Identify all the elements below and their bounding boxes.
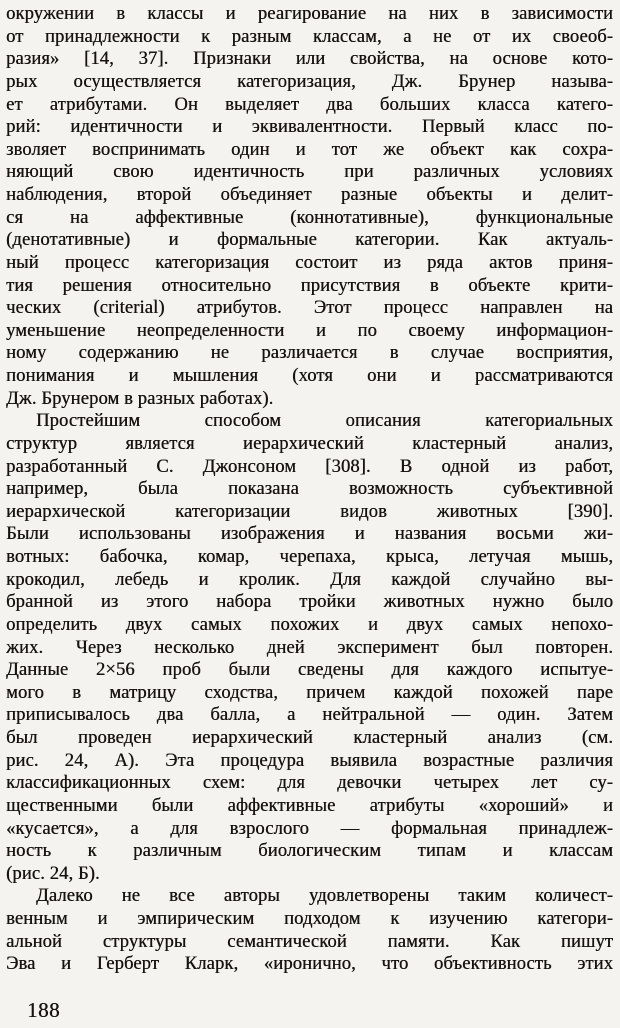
text-line: разия» [14, 37]. Признаки или свойства, на основе кото-	[6, 48, 613, 70]
text-line: мого в матрицу сходства, причем каждой похожей паре	[6, 681, 613, 703]
text-line: рис. 24, А). Эта процедура выявила возрастные различия	[6, 749, 613, 771]
text-line: Дж. Брунером в разных работах).	[6, 387, 274, 409]
text-line: разработанный С. Джонсоном [308]. В одной из работ,	[6, 455, 613, 477]
text-line: тия решения относительно присутствия в объекте крити-	[6, 274, 613, 296]
text-line: например, была показана возможность субъективной	[6, 478, 613, 500]
text-line: ческих (criterial) атрибутов. Этот процесс направлен на	[6, 297, 613, 319]
text-line: иерархической категоризации видов животных [390].	[6, 500, 613, 522]
text-line: Далеко не все авторы удовлетворены таким количест-	[36, 885, 613, 907]
text-line: Были использованы изображения и названия восьми жи-	[6, 523, 613, 545]
text-line: няющий свою идентичность при различных условиях	[6, 161, 613, 183]
text-line: определить двух самых похожих и двух самых непохо-	[6, 613, 613, 635]
text-line: ность к различным биологическим типам и классам	[6, 840, 613, 862]
page-text	[6, 3, 613, 976]
text-line: щественными были аффективные атрибуты «хороший» и	[6, 794, 613, 816]
text-line: уменьшение неопределенности и по своему информацион-	[6, 319, 613, 341]
text-line: понимания и мышления (хотя они и рассматриваются	[6, 365, 613, 386]
text-line: вотных: бабочка, комар, черепаха, крыса, летучая мышь,	[6, 546, 613, 567]
text-line: ному содержанию не различается в случае восприятия,	[6, 342, 613, 364]
text-line: рых осуществляется категоризация, Дж. Брунер называ-	[6, 70, 613, 92]
text-line: ся на аффективные (коннотативные), функциональные	[6, 206, 613, 228]
text-line: классификационных схем: для девочки четырех лет су-	[6, 772, 613, 794]
text-line: бранной из этого набора тройки животных нужно было	[6, 591, 613, 613]
text-line: наблюдения, второй объединяет разные объекты и делит-	[6, 184, 613, 205]
text-line: Данные 2×56 проб были сведены для каждого испытуе-	[6, 659, 613, 681]
text-line: от принадлежности к разным классам, а не от их своеоб-	[6, 25, 613, 47]
text-line: рий: идентичности и эквивалентности. Первый класс по-	[6, 116, 613, 138]
text-line: зволяет воспринимать один и тот же объект как сохра-	[6, 138, 613, 160]
text-line: окружении в классы и реагирование на них в зависимости	[6, 3, 613, 24]
text-line: «кусается», а для взрослого — формальная принадлеж-	[6, 817, 613, 839]
text-line: Эва и Герберт Кларк, «иронично, что объективность этих	[6, 953, 613, 975]
text-line: венным и эмпирическим подходом к изучению категори-	[6, 908, 613, 929]
text-line: был проведен иерархический кластерный анализ (см.	[6, 727, 613, 748]
text-line: жих. Через несколько дней эксперимент был повторен.	[6, 636, 613, 658]
text-line: альной структуры семантической памяти. Как пишут	[6, 930, 613, 952]
text-line: (рис. 24, Б).	[6, 862, 100, 884]
text-line: приписывалось два балла, а нейтральной — один. Затем	[6, 704, 613, 726]
text-line: ет атрибутами. Он выделяет два больших класса катего-	[6, 93, 613, 115]
text-line: структур является иерархический кластерный анализ,	[6, 432, 613, 454]
page-number: 188	[27, 997, 60, 1022]
text-line: ный процесс категоризация состоит из ряда актов приня-	[6, 251, 613, 273]
text-line: (денотативные) и формальные категории. Как актуаль-	[6, 229, 613, 251]
text-line: крокодил, лебедь и кролик. Для каждой случайно вы-	[6, 568, 613, 590]
text-line: Простейшим способом описания категориальных	[36, 410, 613, 432]
